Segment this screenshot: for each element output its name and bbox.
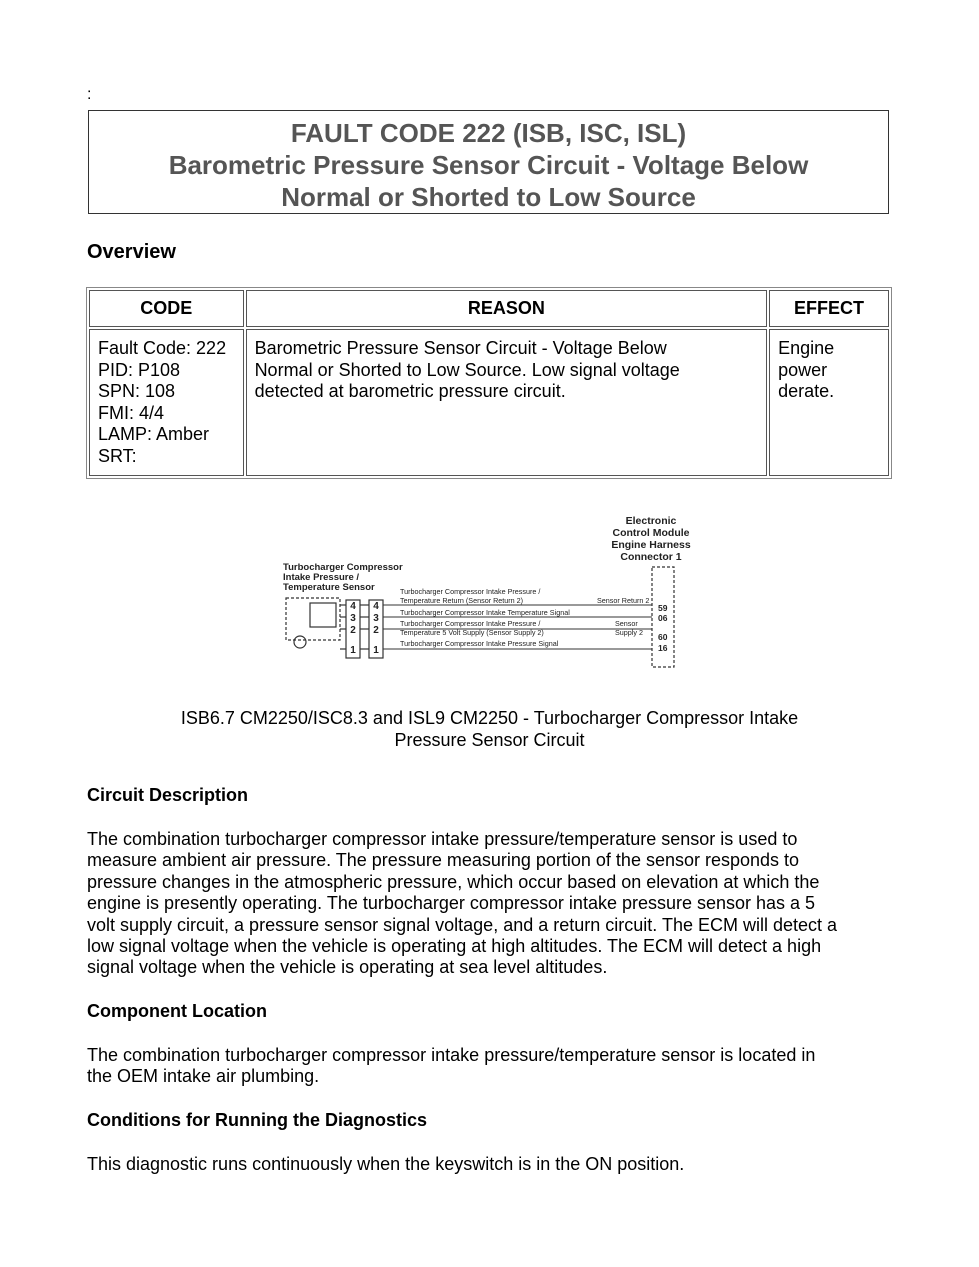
pin-number: 4 [350, 601, 356, 612]
ecm-pin-number: 59 [658, 603, 668, 613]
pin-number: 1 [350, 645, 356, 656]
wire-label: Turbocharger Compressor Intake Temperature Signal [400, 608, 570, 617]
pin-number: 4 [373, 601, 379, 612]
sensor-label-line: Intake Pressure / [283, 572, 360, 583]
effect-line: Engine [778, 338, 835, 358]
sensor-label-line: Temperature Sensor [283, 582, 375, 593]
header-reason: REASON [246, 290, 768, 327]
ecm-pin-number: 60 [658, 632, 668, 642]
ecm-label-line: Control Module [612, 527, 690, 539]
paragraph-line: The combination turbocharger compressor intake pressure/temperature sensor is located in [87, 1045, 816, 1065]
title-box [88, 110, 889, 214]
paragraph-line: low signal voltage when the vehicle is operating at high altitudes. The ECM will detect a high [87, 936, 822, 957]
ecm-pins [658, 603, 668, 653]
wire-label: Temperature Return (Sensor Return 2) [400, 596, 524, 605]
paragraph-line: the OEM intake air plumbing. [87, 1066, 320, 1087]
wire-label: Turbocharger Compressor Intake Pressure Signal [400, 639, 559, 648]
effect-line: derate. [778, 381, 835, 401]
title-line-3: Normal or Shorted to Low Source [281, 182, 696, 212]
title-line-2: Barometric Pressure Sensor Circuit - Voltage Below [168, 150, 809, 180]
reason-line: Normal or Shorted to Low Source. Low signal voltage [254, 359, 680, 380]
effect-cell [769, 329, 889, 476]
ecm-label [611, 515, 691, 563]
wire-label-right: Sensor Return 2 [597, 596, 650, 605]
paragraph-line: measure ambient air pressure. The pressure measuring portion of the sensor responds to [87, 850, 800, 871]
wire-label: Turbocharger Compressor Intake Pressure / [400, 587, 541, 596]
header-code: CODE [89, 290, 244, 327]
code-cell [89, 329, 244, 476]
wire-label: Turbocharger Compressor Intake Pressure / [400, 619, 541, 628]
ecm-connector [652, 567, 674, 667]
pin-number: 3 [350, 613, 356, 624]
ecm-pin-number: 16 [658, 643, 668, 653]
reason-cell [246, 329, 768, 476]
overview-heading: Overview [87, 241, 176, 263]
reason-line: detected at barometric pressure circuit. [254, 381, 566, 401]
sensor-label [283, 562, 403, 593]
sensor-body [286, 598, 346, 649]
header-effect: EFFECT [769, 290, 889, 327]
ecm-pin-number: 06 [658, 613, 668, 623]
component-location-heading: Component Location [87, 1001, 267, 1021]
code-line: FMI: 4/4 [98, 402, 165, 423]
code-line: Fault Code: 222 [98, 338, 227, 358]
caption-line: Pressure Sensor Circuit [394, 730, 585, 750]
effect-line: power [778, 359, 828, 380]
table-header-row [89, 290, 889, 327]
conditions-text [87, 1154, 902, 1175]
paragraph-line: engine is presently operating. The turbocharger compressor intake pressure sensor has a 5 [87, 893, 816, 914]
wire-label-right: Sensor [615, 619, 638, 628]
paragraph-line: signal voltage when the vehicle is operating at sea level altitudes. [87, 957, 608, 978]
page-marker: : [87, 86, 92, 103]
ecm-label-line: Connector 1 [620, 551, 682, 563]
pin-number: 3 [373, 613, 379, 624]
circuit-description-text [87, 829, 902, 979]
wire-label-right: Supply 2 [615, 628, 643, 637]
table-row [89, 329, 889, 476]
code-line: LAMP: Amber [98, 424, 210, 444]
title-line-1: FAULT CODE 222 (ISB, ISC, ISL) [290, 118, 687, 148]
sensor-label-line: Turbocharger Compressor [283, 562, 403, 573]
paragraph-line: pressure changes in the atmospheric pressure, which occur based on elevation at which the [87, 871, 820, 892]
paragraph-line: volt supply circuit, a pressure sensor signal voltage, and a return circuit. The ECM will detect a [87, 914, 838, 935]
caption-line: ISB6.7 CM2250/ISC8.3 and ISL9 CM2250 - Turbocharger Compressor Intake [180, 708, 799, 728]
diagram-caption [100, 707, 879, 751]
code-line: PID: P108 [98, 359, 181, 380]
code-line: SRT: [98, 445, 137, 466]
ecm-label-line: Engine Harness [611, 539, 691, 551]
paragraph-line: This diagnostic runs continuously when the keyswitch is in the ON position. [87, 1154, 685, 1174]
conditions-heading: Conditions for Running the Diagnostics [87, 1110, 427, 1130]
ecm-label-line: Electronic [625, 515, 677, 527]
pin-number: 1 [373, 645, 379, 656]
wiring-diagram [270, 505, 710, 705]
paragraph-line: The combination turbocharger compressor intake pressure/temperature sensor is used to [87, 829, 798, 849]
reason-line: Barometric Pressure Sensor Circuit - Voltage Below [254, 338, 667, 358]
pin-number: 2 [373, 625, 379, 636]
pin-number: 2 [350, 625, 356, 636]
component-location-text [87, 1045, 902, 1088]
circuit-description-heading: Circuit Description [87, 785, 249, 805]
wire-label: Temperature 5 Volt Supply (Sensor Supply 2) [400, 628, 544, 637]
overview-table [86, 287, 892, 479]
code-line: SPN: 108 [98, 381, 176, 401]
